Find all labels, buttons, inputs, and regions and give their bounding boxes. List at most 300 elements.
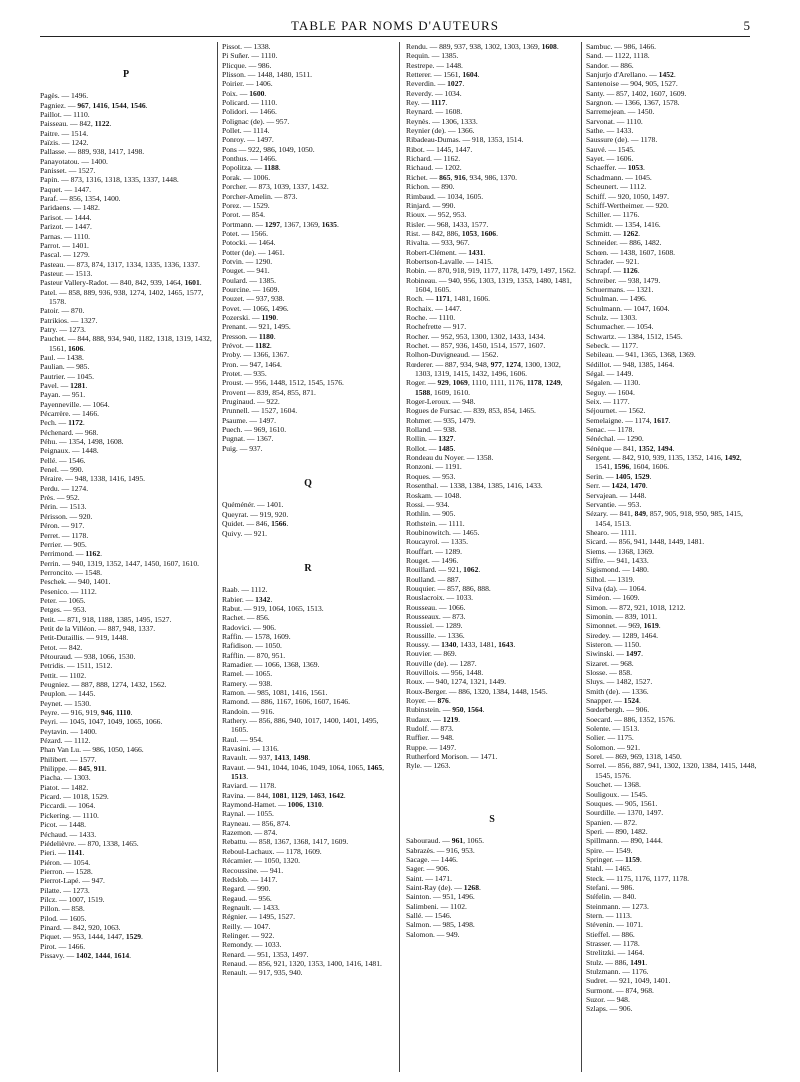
index-entry: Rouillard. — 921, 1062. [406, 565, 481, 575]
section-letter: P [122, 69, 130, 80]
index-entry: Porcher. — 873, 1039, 1337, 1432. [222, 182, 329, 192]
index-entry: Seix. — 1177. [586, 397, 630, 407]
index-entry: Raab. — 1112. [222, 585, 268, 595]
index-entry: Porak. — 1006. [222, 172, 271, 182]
index-entry: Paillot. — 1110. [40, 110, 90, 120]
index-entry: Siems. — 1368, 1369. [586, 546, 654, 556]
index-entry: Parizot. — 1447. [40, 222, 92, 232]
section-spacer [222, 453, 394, 479]
index-entry: Sebeck. — 1177. [586, 341, 639, 350]
index-entry: Roux. — 940, 1274, 1321, 1449. [406, 677, 506, 687]
index-entry: Roussy. — 1340, 1433, 1481, 1643. [406, 640, 516, 649]
index-entry: Payenneville. — 1064. [40, 399, 110, 409]
index-entry: Paul. — 1438. [40, 352, 84, 362]
index-entry: Stulzmann. — 1176. [586, 967, 649, 977]
index-entry: Sluys. — 1482, 1527. [586, 677, 653, 687]
index-entry: Poirier. — 1406. [222, 79, 273, 89]
index-entry: Rafflin. — 870, 951. [222, 650, 286, 660]
index-entry: Rousseaux. — 873. [406, 611, 466, 621]
index-entry: Perdu. — 1274. [40, 483, 89, 493]
index-entry: Pellé. — 1546. [40, 455, 86, 465]
index-entry: Quidet. — 846, 1566. [222, 519, 289, 529]
index-entry: Rouquier. — 857, 886, 888. [406, 583, 491, 593]
index-entry: Smith (de). — 1336. [586, 686, 649, 696]
index-entry: Sainton. — 951, 1496. [406, 892, 475, 902]
index-entry: Péchaud. — 1433. [40, 829, 97, 839]
index-entry: Roger. — 929, 1069, 1110, 1111, 1176, 1178, 1249, 1588, 1609, 1610. [406, 378, 563, 397]
index-entry: Rollin. — 1327. [406, 434, 456, 444]
index-entry: Ramond. — 886, 1167, 1606, 1607, 1646. [222, 697, 350, 707]
index-entry: Schadmann. — 1045. [586, 172, 652, 182]
index-entry: Sallé. — 1546. [406, 910, 452, 920]
index-entry: Simonin. — 839, 1011. [586, 611, 658, 621]
index-entry: Restrepe. — 1448. [406, 60, 463, 70]
index-entry: Perrin. — 940, 1319, 1352, 1447, 1450, 1607, 1610. [40, 558, 200, 568]
index-entry: Simon. — 872, 921, 1018, 1212. [586, 602, 686, 612]
index-entry: Razemon. — 874. [222, 828, 278, 838]
index-entry: Rinjard. — 990. [406, 200, 456, 210]
index-entry: Rachet. — 856. [222, 613, 270, 623]
index-entry: Près. — 952. [40, 493, 80, 503]
index-entry: Piédelièvre. — 870, 1338, 1465. [40, 838, 139, 848]
index-entry: Poix. — 1600. [222, 88, 267, 98]
index-entry: Siffre. — 941, 1433. [586, 555, 649, 565]
index-entry: Petridis. — 1511, 1512. [40, 661, 113, 671]
index-entry: Serr. — 1424, 1470. [586, 481, 648, 491]
index-entry: Spanien. — 872. [586, 817, 638, 827]
index-entry: Parisot. — 1444. [40, 212, 92, 222]
column-divider [581, 42, 582, 1072]
index-entry: Potter (de). — 1461. [222, 247, 285, 257]
index-entry: Rudolf. — 873. [406, 724, 454, 734]
index-entry: Rudaux. — 1219. [406, 714, 461, 724]
index-entry: Roch. — 1171, 1481, 1606. [406, 294, 490, 304]
index-entry: Senac. — 1178. [586, 425, 635, 435]
index-entry: Protet. — 935. [222, 369, 267, 379]
index-entry: Perrimond. — 1162. [40, 549, 103, 559]
page-number: 5 [743, 18, 750, 33]
index-entry: Pettit. — 1102. [40, 670, 87, 680]
index-entry: Saint. — 1471. [406, 873, 452, 883]
index-entry: Ruffier. — 948. [406, 733, 454, 743]
index-entry: Sabouraud. — 961, 1065. [406, 836, 485, 846]
index-entry: Piatot. — 1482. [40, 782, 89, 792]
index-entry: Schrader. — 921. [586, 256, 640, 266]
index-entry: Pasteau. — 873, 874, 1317, 1334, 1335, 1336, 1337. [40, 259, 200, 269]
index-entry: Rey. — 1117. [406, 98, 448, 108]
index-entry: Slosse. — 858. [586, 668, 632, 678]
index-entry: Roques. — 953. [406, 471, 456, 481]
index-entry: Rouvier. — 869. [406, 649, 457, 659]
section-letter: R [304, 562, 312, 574]
index-entry: Solente. — 1513. [586, 724, 640, 734]
index-entry: Pi Suñer. — 1110. [222, 51, 278, 61]
index-entry: Renault. — 917, 935, 940. [222, 968, 303, 978]
index-entry: Rubinstein. — 950, 1564. [406, 705, 485, 715]
index-entry: Sanjurjo d'Arellano. — 1452. [586, 70, 676, 80]
index-entry: Pourcine. — 1609. [222, 284, 280, 294]
index-entry: Sorel. — 869, 969, 1318, 1450. [586, 752, 682, 762]
index-entry: Pilod. — 1605. [40, 913, 87, 923]
index-entry: Snapper. — 1524. [586, 696, 641, 706]
index-entry: Pickering. — 1110. [40, 810, 99, 820]
index-entry: Sarvonat. — 1110. [586, 116, 643, 126]
section-spacer [406, 771, 578, 815]
index-entry: Pavel. — 1281. [40, 381, 88, 390]
index-entry: Peschek. — 940, 1401. [40, 577, 111, 587]
index-entry: Pagniez. — 967, 1416, 1544, 1546. [40, 100, 148, 110]
index-entry: Stévenin. — 1071. [586, 920, 643, 930]
index-entry: Salimbeni. — 1102. [406, 901, 467, 911]
index-entry: Puig. — 937. [222, 443, 263, 453]
index-entry: Roche. — 1110. [406, 312, 456, 322]
index-entry: Plicque. — 986. [222, 60, 272, 70]
index-entry: Recoussine. — 941. [222, 865, 284, 875]
index-entry: Ramon. — 985, 1081, 1416, 1561. [222, 687, 328, 697]
index-entry: Schrapf. — 1126. [586, 266, 640, 276]
index-entry: Sisteron. — 1150. [586, 640, 641, 649]
index-entry: Ramadier. — 1066, 1368, 1369. [222, 659, 320, 669]
index-entry: Pasteur. — 1513. [40, 268, 93, 278]
index-entry: Pasteur Vallery-Radot. — 840, 842, 939, 1464, 1601. [40, 278, 202, 288]
page-header [40, 14, 750, 37]
index-entry: Ségalen. — 1130. [586, 378, 641, 388]
index-entry: Sauvé. — 1545. [586, 144, 635, 154]
index-entry: Ryle. — 1263. [406, 761, 451, 771]
index-entry: Renard. — 951, 1353, 1497. [222, 949, 309, 959]
index-entry: Salomon. — 949. [406, 929, 460, 939]
index-entry: Schneider. — 886, 1482. [586, 238, 662, 248]
index-entry: Silhol. — 1319. [586, 574, 635, 584]
index-entry: Peyri. — 1045, 1047, 1049, 1065, 1066. [40, 717, 163, 727]
index-entry: Rabut. — 919, 1064, 1065, 1513. [222, 603, 324, 613]
index-entry: Payan. — 951. [40, 390, 86, 400]
index-entry: Patel. — 858, 889, 936, 938, 1274, 1402, 1465, 1577, 1578. [40, 287, 204, 306]
index-entry: Pissot. — 1338. [222, 42, 271, 51]
index-entry: Sergent. — 842, 910, 939, 1135, 1352, 1416, 1492, 1541, 1596, 1604, 1606. [586, 453, 742, 472]
index-entry: Schwartz. — 1384, 1512, 1545. [586, 331, 683, 341]
index-entry: Speri. — 890, 1482. [586, 826, 648, 836]
index-entry: Retterer. — 1561, 1604. [406, 70, 480, 80]
index-entry: Rivalta. — 933, 967. [406, 238, 470, 248]
index-entry: Sigismond. — 1480. [586, 565, 649, 575]
index-entry: Risler. — 968, 1433, 1577. [406, 219, 489, 229]
index-entry: Sacage. — 1446. [406, 854, 458, 864]
index-entry: Potocki. — 1464. [222, 238, 276, 248]
index-entry: Quéménér. — 1401. [222, 500, 284, 510]
index-entry: Sizaret. — 968. [586, 658, 634, 668]
index-entry: Pierrot-Lapé. — 947. [40, 876, 105, 886]
index-column-4 [586, 42, 758, 1014]
index-entry: Puech. — 969, 1610. [222, 425, 287, 435]
index-entry: Penel. — 990. [40, 465, 84, 475]
index-entry: Saussure (de). — 1178. [586, 135, 658, 145]
index-entry: Pouget. — 941. [222, 266, 270, 276]
index-entry: Schiff-Wertheimer. — 920. [586, 200, 669, 210]
index-entry: Strasser. — 1178. [586, 939, 640, 948]
index-entry: Papin. — 873, 1316, 1318, 1335, 1337, 1448. [40, 175, 179, 185]
index-entry: Soecard. — 886, 1352, 1576. [586, 714, 676, 724]
index-entry: Reverdy. — 1034. [406, 88, 462, 98]
index-entry: Pécarrère. — 1466. [40, 409, 100, 419]
index-entry: Peignaux. — 1448. [40, 446, 99, 456]
index-entry: Péraire. — 948, 1338, 1416, 1495. [40, 474, 146, 484]
index-entry: Robineau. — 940, 956, 1303, 1319, 1353, 1480, 1481, 1604, 1605. [406, 275, 572, 294]
index-entry: Pieri. — 1141. [40, 848, 85, 858]
index-entry: Souchet. — 1368. [586, 780, 641, 790]
index-entry: Ramel. — 1065. [222, 669, 273, 679]
index-column-2 [222, 42, 394, 978]
index-entry: Régnier. — 1495, 1527. [222, 912, 295, 922]
index-entry: Roger-Leroux. — 948. [406, 397, 476, 407]
index-entry: Provent — 839, 854, 855, 871. [222, 387, 316, 397]
index-entry: Rogues de Fursac. — 839, 853, 854, 1465. [406, 406, 536, 416]
index-entry: Ravaut. — 941, 1044, 1046, 1049, 1064, 1065, 1465, 1513. [222, 762, 385, 782]
index-entry: Picard. — 1018, 1529. [40, 792, 109, 802]
index-entry: Spillmann. — 890, 1444. [586, 836, 663, 846]
index-entry: Schuermans. — 1321. [586, 284, 654, 294]
section-spacer [40, 79, 212, 91]
index-entry: Requin. — 1385. [406, 51, 459, 61]
index-entry: Sand. — 1122, 1118. [586, 51, 650, 61]
index-entry: Péhu. — 1354, 1498, 1608. [40, 437, 124, 447]
index-entry: Sargnon. — 1366, 1367, 1578. [586, 98, 680, 108]
index-entry: Peugniez. — 887, 888, 1274, 1432, 1562. [40, 680, 167, 689]
index-entry: Richet. — 865, 916, 934, 986, 1370. [406, 172, 517, 182]
index-entry: Randoin. — 916. [222, 706, 275, 716]
index-entry: Schmidt. — 1354, 1416. [586, 219, 661, 229]
index-entry: Regnault. — 1433. [222, 902, 280, 912]
index-entry: Richaud. — 1202. [406, 163, 462, 173]
index-entry: Pouzet. — 937, 938. [222, 294, 285, 304]
column-divider [217, 42, 218, 1072]
index-entry: Paisseau. — 842, 1122. [40, 119, 112, 129]
index-entry: Reilly. — 1047. [222, 921, 271, 931]
index-entry: Pesenico. — 1112. [40, 586, 97, 596]
index-entry: Ribadeau-Dumas. — 918, 1353, 1514. [406, 135, 524, 145]
index-entry: Reverdin. — 1027. [406, 79, 465, 89]
index-entry: Porez. — 1529. [222, 200, 270, 210]
index-entry: Raviard. — 1178. [222, 781, 277, 791]
index-entry: Piquet. — 953, 1444, 1447, 1529. [40, 932, 143, 942]
index-entry: Servajean. — 1448. [586, 490, 647, 500]
index-entry: Richard. — 1162. [406, 154, 461, 164]
index-entry: Siwinski. — 1497. [586, 649, 643, 659]
index-entry: Rousseau. — 1066. [406, 602, 466, 612]
index-entry: Périsson. — 920. [40, 511, 93, 521]
index-entry: Sager. — 906. [406, 864, 450, 874]
index-entry: Siredey. — 1289, 1464. [586, 630, 659, 640]
index-entry: Phan Van Lu. — 986, 1050, 1466. [40, 745, 144, 755]
index-entry: Siméon. — 1609. [586, 593, 640, 603]
index-entry: Steinmann. — 1273. [586, 901, 649, 911]
index-entry: Robertson-Lavalle. — 1415. [406, 256, 493, 266]
index-entry: Serin. — 1405, 1529. [586, 471, 652, 481]
index-entry: Petit de la Villéon. — 887, 948, 1337. [40, 623, 156, 633]
index-entry: Shearo. — 1111. [586, 527, 637, 537]
index-entry: Récamier. — 1050, 1320. [222, 856, 301, 866]
index-entry: Rioux. — 952, 953. [406, 210, 467, 220]
section-spacer [40, 42, 212, 70]
index-entry: Porcher-Amelin. — 873. [222, 191, 298, 201]
index-entry: Souligoux. — 1545. [586, 789, 648, 799]
index-entry: Santy. — 857, 1402, 1607, 1609. [586, 88, 687, 98]
index-entry: Pézard. — 1112. [40, 736, 91, 746]
index-entry: Stern. — 1113. [586, 910, 632, 920]
index-entry: Rouville (de). — 1287. [406, 658, 477, 668]
index-entry: Schreiber. — 938, 1479. [586, 275, 661, 285]
index-entry: Rouslacroix. — 1033. [406, 593, 474, 603]
index-entry: Rolhon-Duvigneaud. — 1562. [406, 350, 499, 360]
index-entry: Radovici. — 906. [222, 622, 276, 632]
index-entry: Schiller. — 1176. [586, 210, 640, 220]
index-entry: Raul. — 954. [222, 734, 263, 744]
index-entry: Peytavin. — 1400. [40, 726, 97, 736]
index-entry: Parnas. — 1110. [40, 231, 91, 241]
index-entry: Surmont. — 874, 968. [586, 985, 654, 995]
index-entry: Rouvillois. — 956, 1448. [406, 668, 484, 678]
index-entry: Polignac (de). — 957. [222, 116, 290, 126]
index-entry: Péron. — 917. [40, 521, 85, 531]
index-entry: Servantie. — 953. [586, 499, 642, 509]
index-entry: Petges. — 953. [40, 605, 87, 615]
index-entry: Paulian. — 985. [40, 362, 90, 372]
index-entry: Steck. — 1175, 1176, 1177, 1178. [586, 873, 690, 883]
index-entry: Rochefrette — 917. [406, 322, 467, 332]
index-entry: Sourdille. — 1370, 1497. [586, 808, 664, 818]
section-spacer [222, 488, 394, 500]
index-entry: Sudret. — 921, 1049, 1401. [586, 976, 671, 986]
index-entry: Rayneau. — 856, 874. [222, 818, 291, 828]
index-entry: Schmitt. — 1262. [586, 228, 641, 238]
index-entry: Schulman. — 1496. [586, 294, 647, 304]
index-entry: Pillon. — 858. [40, 904, 85, 914]
index-entry: Sorrel. — 856, 887, 941, 1302, 1320, 1384, 1415, 1448, 1545, 1576. [586, 761, 757, 780]
index-entry: Schumacher. — 1054. [586, 322, 654, 332]
index-entry: Sicard. — 856, 941, 1448, 1449, 1481. [586, 537, 705, 547]
index-entry: Remondy. — 1033. [222, 940, 282, 950]
index-entry: Roubinowitch. — 1465. [406, 527, 480, 537]
index-entry: Peynet. — 1530. [40, 698, 92, 708]
index-entry: Picot. — 1448. [40, 820, 86, 830]
index-entry: Povet. — 1066, 1496. [222, 303, 289, 313]
index-entry: Popolitza. — 1188. [222, 163, 281, 173]
index-entry: Rolland. — 938. [406, 425, 457, 435]
index-entry: Pollet. — 1114. [222, 126, 270, 136]
index-entry: Psaume. — 1497. [222, 415, 276, 425]
index-entry: Pilcz. — 1007, 1519. [40, 894, 105, 904]
index-entry: Solomon. — 921. [586, 742, 641, 752]
index-entry: Stéfelin. — 840. [586, 892, 637, 902]
index-entry: Sarremejean. — 1450. [586, 107, 655, 117]
index-entry: Sabrazès. — 916, 953. [406, 845, 475, 855]
index-entry: Presson. — 1180. [222, 331, 276, 341]
index-entry: Schaeffer. — 1053. [586, 163, 645, 173]
index-entry: Pagès. — 1496. [40, 91, 89, 101]
index-entry: Stefani. — 986. [586, 882, 635, 892]
index-entry: Ravina. — 844, 1081, 1129, 1463, 1642. [222, 790, 346, 800]
index-entry: Patoir. — 870. [40, 306, 85, 316]
index-entry: Parrot. — 1401. [40, 240, 89, 250]
index-entry: Ponroy. — 1497. [222, 135, 274, 145]
index-entry: Silva (da). — 1064. [586, 583, 647, 593]
index-entry: Prévot. — 1182. [222, 341, 272, 350]
index-entry: Reboul-Lachaux. — 1178, 1609. [222, 846, 322, 856]
index-entry: Santenoise — 904, 905, 1527. [586, 79, 678, 89]
section-spacer [406, 824, 578, 836]
index-entry: Simonnet. — 969, 1619. [586, 621, 661, 631]
index-entry: Patry. — 1273. [40, 324, 86, 334]
section-spacer [222, 573, 394, 585]
index-entry: Pech. — 1172. [40, 418, 85, 428]
index-entry: Queyrat. — 919, 920. [222, 509, 289, 519]
index-entry: Petit-Dutaillis. — 919, 1448. [40, 633, 129, 643]
index-entry: Patrikios. — 1327. [40, 315, 98, 325]
index-entry: Ponthus. — 1466. [222, 154, 277, 164]
index-entry: Rendu. — 889, 937, 938, 1302, 1303, 1369, 1608. [406, 42, 559, 51]
index-entry: Sézary. — 841, 849, 857, 905, 918, 950, 985, 1415, 1454, 1513. [586, 509, 743, 528]
index-entry: Renaud. — 856, 921, 1320, 1353, 1400, 1416, 1481. [222, 958, 382, 968]
index-entry: Sénèque — 841, 1352, 1494. [586, 443, 675, 453]
index-entry: Policard. — 1110. [222, 98, 278, 108]
index-entry: Rollot. — 1485. [406, 443, 456, 453]
index-entry: Prenant. — 921, 1495. [222, 322, 291, 332]
index-entry: Sénéchal. — 1290. [586, 434, 644, 444]
index-entry: Séjournet. — 1562. [586, 406, 646, 416]
index-entry: Pinard. — 842, 920, 1063. [40, 922, 121, 932]
index-entry: Raymond-Hamet. — 1006, 1310. [222, 800, 324, 810]
index-entry: Relinger. — 922. [222, 930, 275, 940]
index-entry: Seguy. — 1604. [586, 387, 635, 397]
index-entry: Pautrier. — 1045. [40, 371, 94, 381]
index-entry: Pétouraud. — 938, 1066, 1530. [40, 651, 136, 661]
index-entry: Redslob. — 1417. [222, 874, 278, 884]
index-entry: Perrier. — 905. [40, 539, 87, 549]
index-entry: Rafidison. — 1050. [222, 641, 282, 651]
index-entry: Regaud. — 956. [222, 893, 272, 903]
index-entry: Paraf. — 856, 1354, 1400. [40, 194, 121, 204]
index-entry: Potet. — 1566. [222, 228, 268, 238]
index-entry: Ravault. — 937, 1413, 1498. [222, 753, 311, 763]
index-entry: Salmon. — 985, 1498. [406, 920, 475, 930]
index-entry: Peyre. — 916, 919, 946, 1110. [40, 708, 133, 718]
index-entry: Roulland. — 887. [406, 574, 461, 584]
index-entry: Pozerski. — 1190. [222, 312, 279, 322]
index-entry: Rouget. — 1496. [406, 555, 459, 565]
index-entry: Springer. — 1159. [586, 854, 642, 864]
index-entry: Petit. — 871, 918, 1188, 1385, 1495, 1527. [40, 614, 172, 624]
index-entry: Szlaps. — 906. [586, 1004, 633, 1014]
index-entry: Pissavy. — 1402, 1444, 1614. [40, 950, 132, 960]
index-entry: Robert-Clément. — 1431. [406, 247, 486, 257]
index-entry: Schulz. — 1303. [586, 312, 638, 322]
index-entry: Roussille. — 1336. [406, 630, 465, 640]
index-entry: Solier. — 1175. [586, 733, 634, 743]
index-entry: Raffin. — 1578, 1609. [222, 631, 291, 641]
index-entry: Proby. — 1366, 1367. [222, 350, 290, 360]
index-entry: Pugnat. — 1367. [222, 434, 274, 444]
index-entry: Rochet. — 857, 936, 1450, 1514, 1577, 1607. [406, 341, 546, 350]
index-entry: Rocher. — 952, 953, 1300, 1302, 1433, 1434. [406, 331, 546, 341]
index-entry: Schiff. — 920, 1050, 1497. [586, 191, 669, 201]
index-entry: Strelitzki. — 1464. [586, 948, 645, 958]
index-entry: Portmann. — 1297, 1367, 1369, 1635. [222, 219, 339, 229]
index-entry: Ruppe. — 1497. [406, 742, 457, 752]
index-entry: Saint-Ray (de). — 1268. [406, 882, 481, 892]
index-entry: Sandor. — 886. [586, 60, 634, 70]
index-entry: Petot. — 842. [40, 642, 83, 652]
index-entry: Pauchet. — 844, 888, 934, 940, 1182, 1318, 1319, 1432, 1561, 1606. [40, 334, 212, 353]
